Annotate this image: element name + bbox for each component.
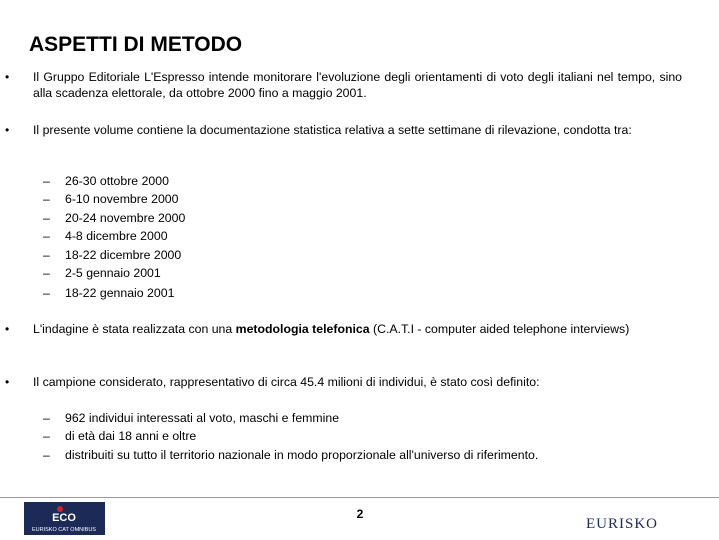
bullet-marker: • [5,70,10,84]
footer-divider [0,497,719,498]
list-item: 20-24 novembre 2000 [65,211,186,225]
list-item: distribuiti su tutto il territorio nazionale in modo proporzionale all'universo di riferimento. [65,448,539,462]
list-dash: – [43,174,50,188]
eco-logo-brand: ECO [52,512,76,524]
list-dash: – [43,229,50,243]
list-item: 18-22 gennaio 2001 [65,286,175,300]
list-item: 962 individui interessati al voto, maschi e femmine [65,411,340,425]
page-number: 2 [356,507,364,521]
page-title: ASPETTI DI METODO [29,33,243,56]
eco-logo-tagline: EURISKO CAT OMNIBUS [32,527,96,533]
bullet-marker: • [5,123,10,137]
list-item: 6-10 novembre 2000 [65,192,179,206]
list-item: 18-22 dicembre 2000 [65,248,182,262]
bullet-marker: • [5,375,10,389]
method-text-before: L'indagine è stata realizzata con una [33,322,236,336]
intro-paragraph: Il Gruppo Editoriale L'Espresso intende monitorare l'evoluzione degli orientamenti di voto degli italiani nel tempo, sino alla scadenza elettorale, da ottobre 2000 fino a maggio 2001. [33,70,682,100]
eco-logo-mark [24,502,105,535]
list-dash: – [43,448,50,462]
eurisko-logo [586,513,666,533]
bullet-marker: • [5,322,10,336]
volume-paragraph: Il presente volume contiene la documentazione statistica relativa a sette settimane di rilevazione, condotta tra: [33,123,632,137]
list-dash: – [43,211,50,225]
list-dash: – [43,286,50,300]
eurisko-logo-mark [586,513,666,533]
list-item: 4-8 dicembre 2000 [65,229,168,243]
method-text-after: (C.A.T.I - computer aided telephone interviews) [369,322,630,336]
list-dash: – [43,429,50,443]
list-dash: – [43,266,50,280]
eco-logo [24,502,105,535]
list-item: 26-30 ottobre 2000 [65,174,169,188]
list-item: di età dai 18 anni e oltre [65,429,197,443]
sample-paragraph: Il campione considerato, rappresentativo di circa 45.4 milioni di individui, è stato così definito: [33,375,540,389]
list-dash: – [43,192,50,206]
method-paragraph [33,321,682,337]
list-dash: – [43,248,50,262]
method-highlight: metodologia telefonica [235,322,370,336]
eurisko-logo-text: EURISKO [586,516,659,532]
list-dash: – [43,411,50,425]
list-item: 2-5 gennaio 2001 [65,266,161,280]
